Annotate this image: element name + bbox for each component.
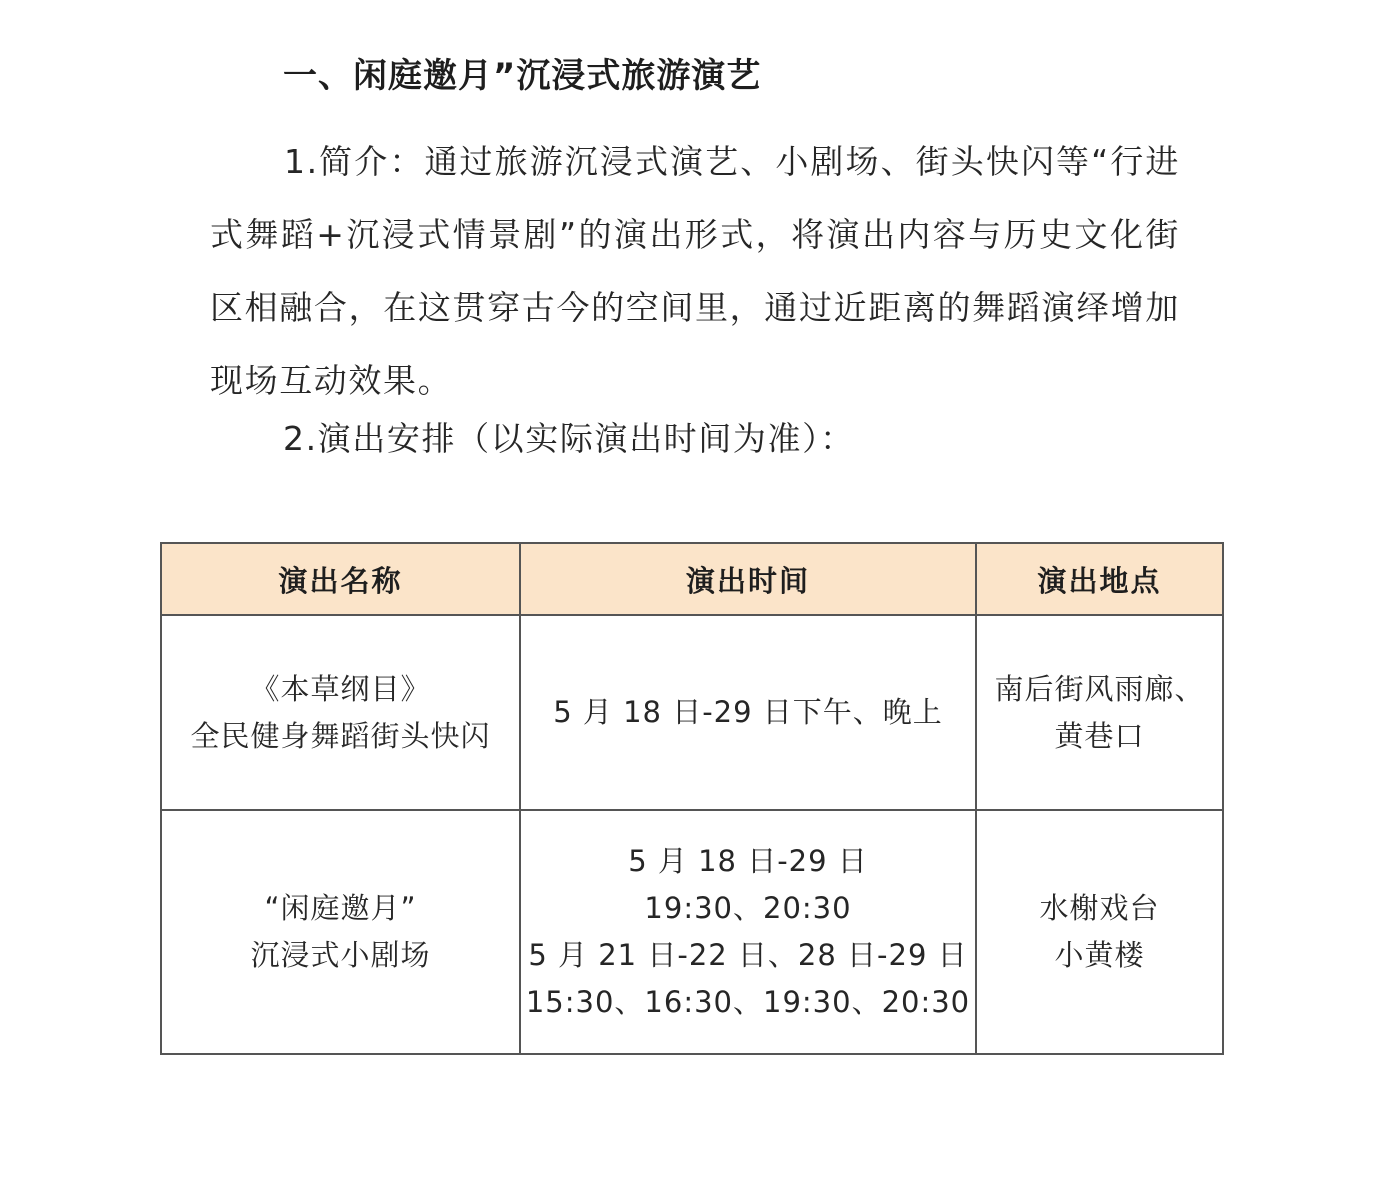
table-row	[161, 615, 1223, 810]
cell-line: 小黄楼	[1054, 938, 1145, 972]
intro-paragraph: 1.简介：通过旅游沉浸式演艺、小剧场、街头快闪等“行进式舞蹈+沉浸式情景剧”的演出形式，将演出内容与历史文化街区相融合，在这贯穿古今的空间里，通过近距离的舞蹈演绎增加现场互动效果。	[210, 142, 1180, 400]
cell-line: “闲庭邀月”	[264, 891, 417, 925]
section-heading: 一、闲庭邀月”沉浸式旅游演艺	[283, 56, 762, 96]
cell-line: 19:30、20:30	[644, 891, 852, 925]
cell-line: 南后街风雨廊、	[994, 671, 1205, 706]
cell-place	[976, 810, 1223, 1054]
schedule-table	[160, 542, 1224, 1055]
table-header-row	[161, 543, 1223, 615]
cell-name	[161, 615, 520, 810]
header-place: 演出地点	[976, 543, 1223, 615]
header-name: 演出名称	[161, 543, 520, 615]
cell-time	[520, 615, 976, 810]
cell-line: 水榭戏台	[1039, 891, 1160, 925]
header-time: 演出时间	[520, 543, 976, 615]
cell-line: 5 月 21 日-22 日、28 日-29 日	[528, 938, 968, 972]
cell-place	[976, 615, 1223, 810]
cell-line: 沉浸式小剧场	[250, 938, 431, 972]
cell-line: 《本草纲目》	[250, 671, 431, 706]
cell-line: 黄巷口	[1054, 718, 1145, 753]
cell-time	[520, 810, 976, 1054]
schedule-title: 2.演出安排（以实际演出时间为准）：	[283, 419, 855, 458]
cell-line: 全民健身舞蹈街头快闪	[190, 718, 491, 753]
cell-line: 5 月 18 日-29 日下午、晚上	[553, 695, 943, 729]
cell-line: 15:30、16:30、19:30、20:30	[525, 985, 971, 1019]
cell-name	[161, 810, 520, 1054]
table-row	[161, 810, 1223, 1054]
cell-line: 5 月 18 日-29 日	[628, 844, 868, 878]
